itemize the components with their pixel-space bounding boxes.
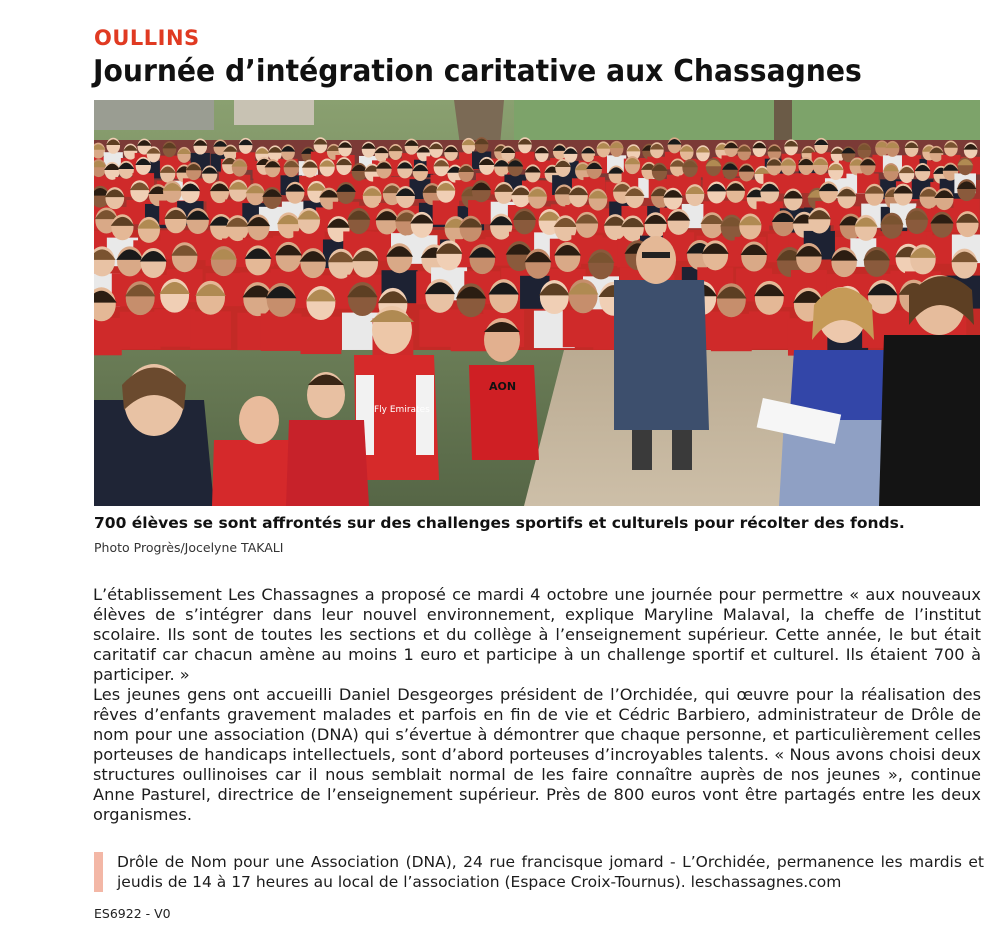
article-paragraph-1: L’établissement Les Chassagnes a proposé ce mardi 4 octobre une journée pour permettre « aux nouveaux élèves de s’intégrer dans leur nouvel environnement, explique Maryline Malaval, la cheffe de l’institut scolaire. Ils sont de toutes les sections et du collège à l’enseignement supérieur. Cette année, le but était caritatif car chacun amène au moins 1 euro et participe à un challenge sportif et culturel. Ils étaient 700 à participer. » <box>93 585 981 684</box>
article-headline: Journée d’intégration caritative aux Chassagnes <box>93 54 862 89</box>
article-body <box>93 585 981 825</box>
info-box: Drôle de Nom pour une Association (DNA), 24 rue francisque jomard - L’Orchidée, permanence les mardis et jeudis de 14 à 17 heures au local de l’association (Espace Croix-Tournus). leschassagnes.com <box>94 852 984 892</box>
jersey-print-emirates: Fly Emirates <box>374 405 430 415</box>
crowd-photo-illustration <box>94 100 980 506</box>
section-kicker: OULLINS <box>94 26 200 50</box>
photo-caption: 700 élèves se sont affrontés sur des challenges sportifs et culturels pour récolter des fonds. <box>94 514 905 532</box>
page-reference: ES6922 - V0 <box>94 906 171 921</box>
article-photo <box>94 100 980 506</box>
photo-credit: Photo Progrès/Jocelyne TAKALI <box>94 540 284 555</box>
jersey-print-aon: AON <box>489 380 517 393</box>
article-paragraph-2: Les jeunes gens ont accueilli Daniel Desgeorges président de l’Orchidée, qui œuvre pour la réalisation des rêves d’enfants gravement malades et parfois en fin de vie et Cédric Barbiero, administrateur de Drôle de nom pour une association (DNA) qui s’évertue à démontrer que chaque personne, et particulièrement celles porteuses de handicaps intellectuels, sont d’abord porteuses d’incroyables talents. « Nous avons choisi deux structures oullinoises car il nous semblait normal de les faire connaître auprès de nos jeunes », continue Anne Pasturel, directrice de l’enseignement supérieur. Près de 800 euros vont être partagés entre les deux organismes. <box>93 685 981 824</box>
